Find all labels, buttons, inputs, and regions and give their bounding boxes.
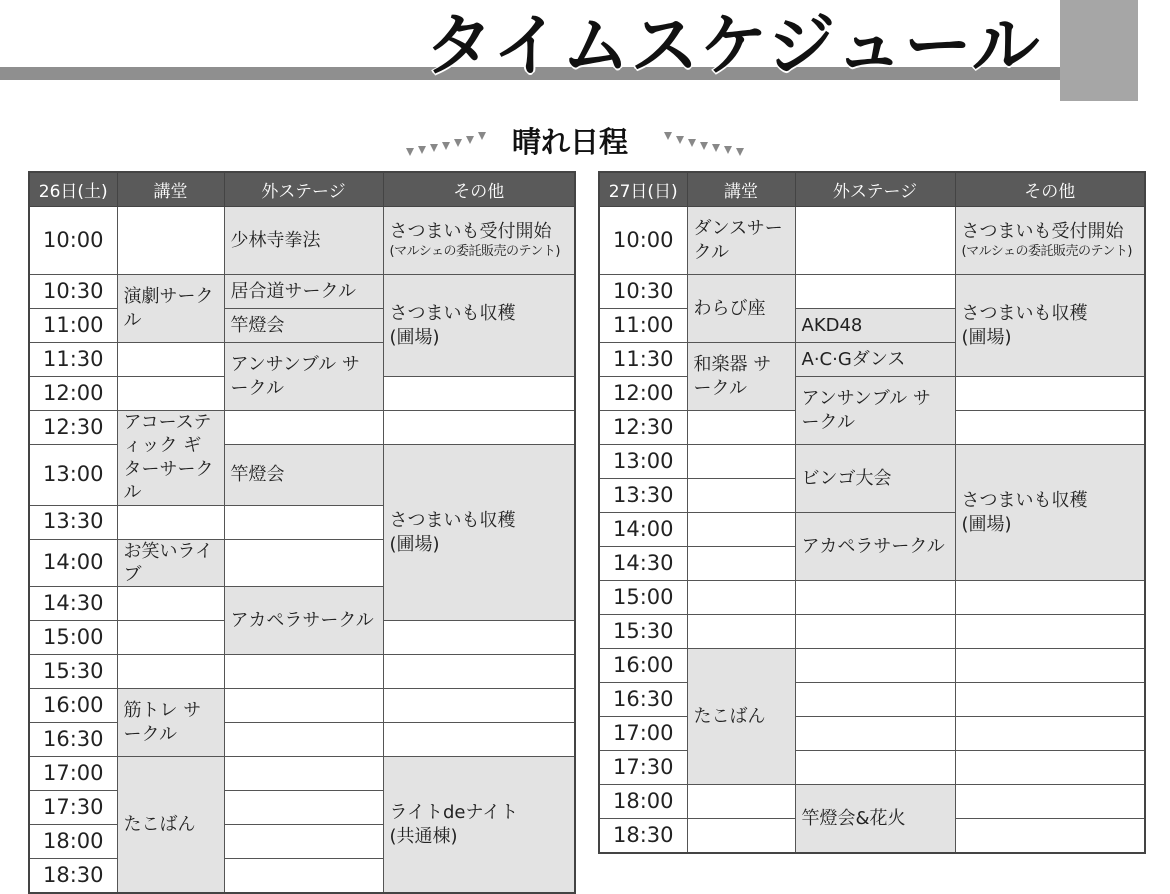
time-cell: 13:30 [29,505,117,539]
time-cell: 13:30 [599,479,687,513]
empty-cell [383,655,575,689]
time-cell: 10:00 [599,207,687,275]
event-shukaku-2-label: さつまいも収穫 [961,490,1088,512]
empty-cell [955,615,1145,649]
empty-cell [955,785,1145,819]
empty-cell [224,825,383,859]
header-kodo: 講堂 [687,172,795,207]
event-akd48: AKD48 [795,309,955,343]
event-warabiza: わらび座 [687,275,795,343]
time-cell: 12:30 [29,411,117,445]
empty-cell [687,547,795,581]
empty-cell [795,581,955,615]
time-cell: 12:30 [599,411,687,445]
event-shukaku-2 [383,445,575,621]
event-shukaku-1-label: さつまいも収穫 [389,303,516,325]
event-acoustic: アコースティック ギターサークル [117,411,224,506]
event-kintore: 筋トレ サークル [117,689,224,757]
header-outside-stage: 外ステージ [224,172,383,207]
subtitle-banner [400,118,760,162]
bunting-left-icon [406,130,496,158]
event-engeki: 演劇サークル [117,275,224,343]
empty-cell [955,411,1145,445]
event-uketsuke-label: さつまいも受付開始 [961,221,1124,243]
event-uketsuke [955,207,1145,275]
empty-cell [795,275,955,309]
event-shukaku-1-note: (圃場) [389,326,440,348]
event-shorinji: 少林寺拳法 [224,207,383,275]
time-cell: 16:30 [29,723,117,757]
time-cell: 12:00 [599,377,687,411]
empty-cell [687,513,795,547]
event-light-note: (共通棟) [389,825,458,847]
empty-cell [117,207,224,275]
event-shukaku-1 [955,275,1145,377]
header-kodo: 講堂 [117,172,224,207]
event-wagakki: 和楽器 サークル [687,343,795,411]
time-cell: 17:00 [599,717,687,751]
empty-cell [687,785,795,819]
event-ensemble: アンサンブル サークル [224,343,383,411]
event-acapella: アカペラサークル [795,513,955,581]
event-shukaku-1 [383,275,575,377]
event-light-de-night [383,757,575,893]
schedule-table-day1 [28,171,576,894]
event-shukaku-2-note: (圃場) [961,513,1012,535]
empty-cell [224,689,383,723]
time-cell: 15:00 [599,581,687,615]
event-shukaku-2-note: (圃場) [389,533,440,555]
time-cell: 10:30 [29,275,117,309]
event-shukaku-2-label: さつまいも収穫 [389,510,516,532]
event-uketsuke [383,207,575,275]
empty-cell [224,757,383,791]
schedule-table-day2 [598,171,1146,854]
event-shukaku-1-label: さつまいも収穫 [961,303,1088,325]
empty-cell [955,683,1145,717]
event-uketsuke-note: (マルシェの委託販売のテント) [389,243,560,259]
empty-cell [383,689,575,723]
event-takoban: たこばん [687,649,795,785]
time-cell: 18:00 [29,825,117,859]
empty-cell [687,479,795,513]
empty-cell [117,343,224,377]
header-other: その他 [383,172,575,207]
empty-cell [955,649,1145,683]
time-cell: 14:00 [599,513,687,547]
time-cell: 10:00 [29,207,117,275]
empty-cell [955,377,1145,411]
time-cell: 15:30 [29,655,117,689]
empty-cell [224,859,383,893]
empty-cell [955,717,1145,751]
empty-cell [117,655,224,689]
time-cell: 17:30 [599,751,687,785]
event-light-label: ライトdeナイト [389,802,519,824]
event-uketsuke-label: さつまいも受付開始 [389,221,552,243]
empty-cell [383,723,575,757]
event-kanto-hanabi: 竿燈会&花火 [795,785,955,853]
empty-cell [117,505,224,539]
empty-cell [795,717,955,751]
event-shukaku-2 [955,445,1145,581]
event-owarai: お笑いライブ [117,539,224,587]
empty-cell [687,411,795,445]
empty-cell [117,621,224,655]
event-kanto-2: 竿燈会 [224,445,383,506]
time-cell: 11:30 [599,343,687,377]
title-corner-block [1060,0,1138,101]
empty-cell [383,411,575,445]
empty-cell [795,751,955,785]
empty-cell [687,445,795,479]
empty-cell [955,751,1145,785]
empty-cell [224,655,383,689]
empty-cell [955,581,1145,615]
event-shukaku-1-note: (圃場) [961,326,1012,348]
page-title: タイムスケジュール [425,7,1041,86]
time-cell: 17:00 [29,757,117,791]
time-cell: 10:30 [599,275,687,309]
time-cell: 12:00 [29,377,117,411]
empty-cell [117,377,224,411]
time-cell: 17:30 [29,791,117,825]
empty-cell [687,581,795,615]
empty-cell [795,683,955,717]
event-ensemble: アンサンブル サークル [795,377,955,445]
empty-cell [224,539,383,587]
empty-cell [795,649,955,683]
header-other: その他 [955,172,1145,207]
bunting-right-icon [664,130,754,158]
event-acapella: アカペラサークル [224,587,383,655]
empty-cell [224,723,383,757]
time-cell: 15:00 [29,621,117,655]
schedule-subtitle: 晴れ日程 [512,125,629,159]
time-cell: 13:00 [29,445,117,506]
event-takoban: たこばん [117,757,224,893]
time-cell: 16:00 [29,689,117,723]
empty-cell [795,615,955,649]
empty-cell [955,819,1145,853]
empty-cell [795,207,955,275]
event-uketsuke-note: (マルシェの委託販売のテント) [961,243,1132,259]
empty-cell [687,819,795,853]
empty-cell [383,377,575,411]
header-day: 27日(日) [599,172,687,207]
header-day: 26日(土) [29,172,117,207]
event-kanto-1: 竿燈会 [224,309,383,343]
header-outside-stage: 外ステージ [795,172,955,207]
time-cell: 14:30 [599,547,687,581]
empty-cell [224,411,383,445]
time-cell: 16:00 [599,649,687,683]
time-cell: 16:30 [599,683,687,717]
event-iaido: 居合道サークル [224,275,383,309]
empty-cell [687,615,795,649]
time-cell: 14:30 [29,587,117,621]
empty-cell [117,587,224,621]
event-acg-dance: A·C·Gダンス [795,343,955,377]
empty-cell [224,791,383,825]
time-cell: 14:00 [29,539,117,587]
empty-cell [224,505,383,539]
time-cell: 13:00 [599,445,687,479]
time-cell: 11:00 [599,309,687,343]
time-cell: 18:30 [29,859,117,893]
time-cell: 15:30 [599,615,687,649]
time-cell: 11:30 [29,343,117,377]
time-cell: 18:30 [599,819,687,853]
time-cell: 11:00 [29,309,117,343]
event-dance: ダンスサークル [687,207,795,275]
empty-cell [383,621,575,655]
event-bingo: ビンゴ大会 [795,445,955,513]
time-cell: 18:00 [599,785,687,819]
